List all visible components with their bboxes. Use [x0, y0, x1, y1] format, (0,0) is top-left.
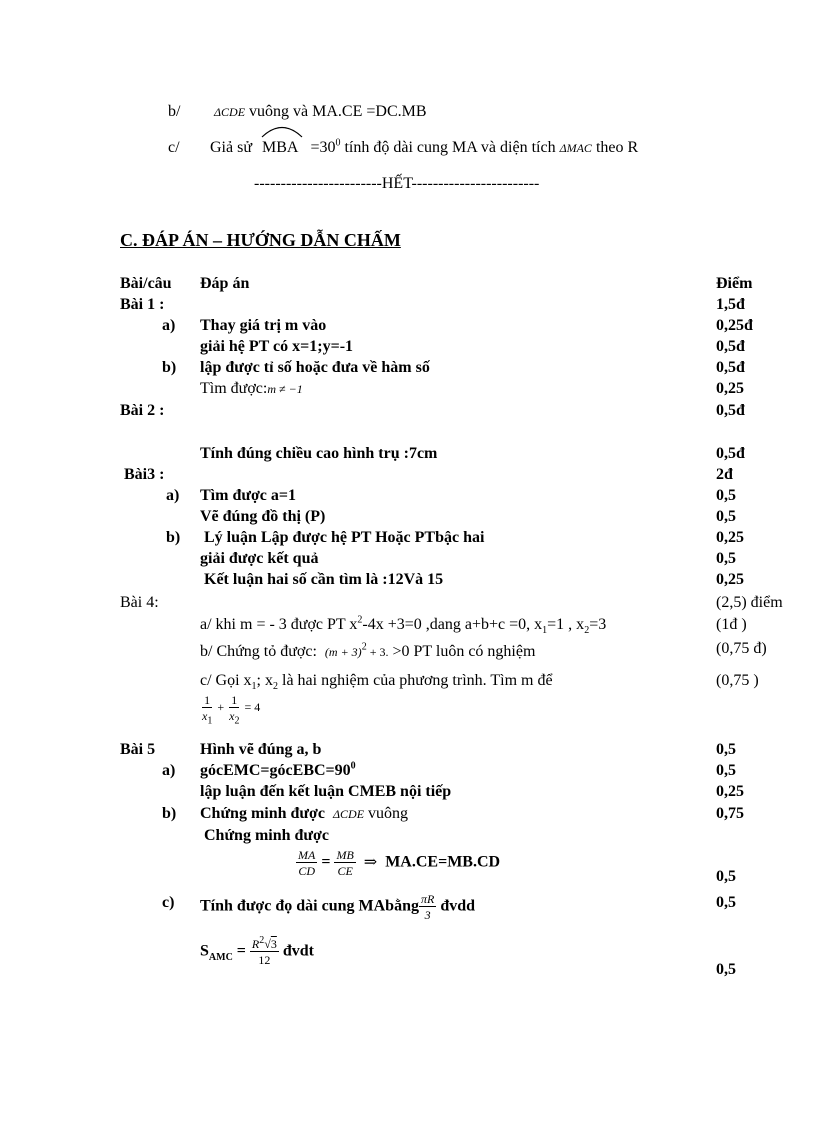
bai4-a-text: a/ khi m = - 3 được PT $x^2-4x +3=0$ ,dang a+b+c =0, $x_1=1$ , $x_2=3$	[200, 614, 607, 637]
bai5-a-text: $gócEMC=gócEBC=90^0$	[200, 760, 356, 779]
bai5-b-score: 0,75	[716, 805, 744, 822]
bai1-label: Bài 1 :	[120, 296, 165, 313]
bai4-label: Bài 4:	[120, 594, 159, 611]
bai5-c-score: 0,5	[716, 894, 736, 911]
bai5-a-score: 0,5	[716, 762, 736, 779]
header-col-answer: Đáp án	[200, 275, 250, 292]
bai3-a2-score: 0,5	[716, 508, 736, 525]
bai3-b2-text: giải được kết quả	[200, 550, 319, 567]
bai4-c-equation: $\frac{1}{x_1}$ + $\frac{1}{x_2}$ = 4	[202, 693, 261, 727]
bai4-c-score: (0,75 )	[716, 672, 759, 689]
bai5-a2-score: 0,25	[716, 783, 744, 800]
header-col-score: Điểm	[716, 275, 753, 292]
bai5-c-label: c)	[162, 894, 175, 911]
section-title: C. ĐÁP ÁN – HƯỚNG DẪN CHẤM	[120, 230, 401, 250]
bai3-a-score: 0,5	[716, 487, 736, 504]
bai5-label: Bài 5	[120, 741, 156, 758]
bai5-b-text: Chứng minh được ΔCDE vuông	[200, 805, 409, 822]
bai4-b-score: (0,75 đ)	[716, 640, 767, 657]
bai3-b2-score: 0,5	[716, 550, 736, 567]
bai1-b-text: lập được tỉ số hoặc đưa về hàm số	[200, 359, 430, 376]
bai5-text: Hình vẽ đúng a, b	[200, 741, 322, 758]
bai3-b-score: 0,25	[716, 529, 744, 546]
bai2-1-score: 0,5đ	[716, 445, 745, 462]
bai5-c-text: Tính được đọ dài cung MAbằng $\frac{\pi R}{3}$ đvdd	[200, 892, 476, 922]
bai5-b-label: b)	[162, 805, 177, 822]
end-line: ------------------------HẾT------------------------	[254, 175, 540, 192]
bai1-b2-text: Tìm được:m ≠ −1	[200, 380, 303, 397]
bai2-label: Bài 2 :	[120, 402, 165, 419]
bai5-b3-score: 0,5	[716, 868, 736, 885]
bai1-b-label: b)	[162, 359, 177, 376]
bai3-a2-text: Vẽ đúng đồ thị (P)	[200, 508, 326, 525]
bai4-score: (2,5) điểm	[716, 594, 783, 611]
bai5-a-label: a)	[162, 762, 176, 779]
bai1-a-score: 0,25đ	[716, 317, 753, 334]
bai3-label: Bài3 :	[124, 466, 165, 483]
header-col-question: Bài/câu	[120, 275, 172, 292]
bai1-score: 1,5đ	[716, 296, 745, 313]
bai4-a-score: (1đ )	[716, 616, 747, 633]
bai3-a-text: Tìm được a=1	[200, 487, 297, 504]
bai1-a-text: Thay giá trị m vào	[200, 317, 327, 334]
arc-mark-icon	[260, 124, 304, 138]
bai5-c2-score: 0,5	[716, 961, 736, 978]
bai2-score: 0,5đ	[716, 402, 745, 419]
question-b-label: b/	[168, 103, 181, 120]
question-b-text: ΔCDE vuông và MA.CE =DC.MB	[214, 103, 427, 120]
bai5-score: 0,5	[716, 741, 736, 758]
bai1-b2-score: 0,25	[716, 380, 744, 397]
bai1-a2-score: 0,5đ	[716, 338, 745, 355]
bai1-b-score: 0,5đ	[716, 359, 745, 376]
bai5-b3-equation: $\frac{MA}{CD}$ = $\frac{MB}{CE}$ ⇒ MA.CE=MB.CD	[298, 848, 501, 878]
bai1-a-label: a)	[162, 317, 176, 334]
bai3-b3-text: Kết luận hai số cần tìm là :12Và 15	[204, 571, 444, 588]
bai4-b-text: b/ Chứng tỏ được: $(m + 3)^2 + 3$. >0 PT luôn có nghiệm	[200, 641, 536, 660]
bai3-b-label: b)	[166, 529, 181, 546]
bai3-b-text: Lý luận Lập được hệ PT Hoặc PTbậc hai	[204, 529, 485, 546]
bai5-b2-text: Chứng minh được	[204, 827, 329, 844]
bai1-a2-text: giải hệ PT có x=1;y=-1	[200, 338, 354, 355]
bai5-c2-formula: $S_{AMC}$ = $\frac{R^2√3}{12}$ đvdt	[200, 935, 314, 967]
bai4-c-text: c/ Gọi $x_1$; $x_2$ là hai nghiệm của phương trình. Tìm m để	[200, 672, 553, 693]
question-c-text: Giả sử MBA $=30^0$ tính độ dài cung MA và diện tích ΔMAC theo R	[210, 140, 638, 156]
bai3-score: 2đ	[716, 466, 733, 483]
bai5-a2-text: lập luận đến kết luận CMEB nội tiếp	[200, 783, 452, 800]
bai2-1-text: Tính đúng chiều cao hình trụ :7cm	[200, 445, 438, 462]
bai3-a-label: a)	[166, 487, 180, 504]
bai3-b3-score: 0,25	[716, 571, 744, 588]
question-c-label: c/	[168, 139, 180, 156]
